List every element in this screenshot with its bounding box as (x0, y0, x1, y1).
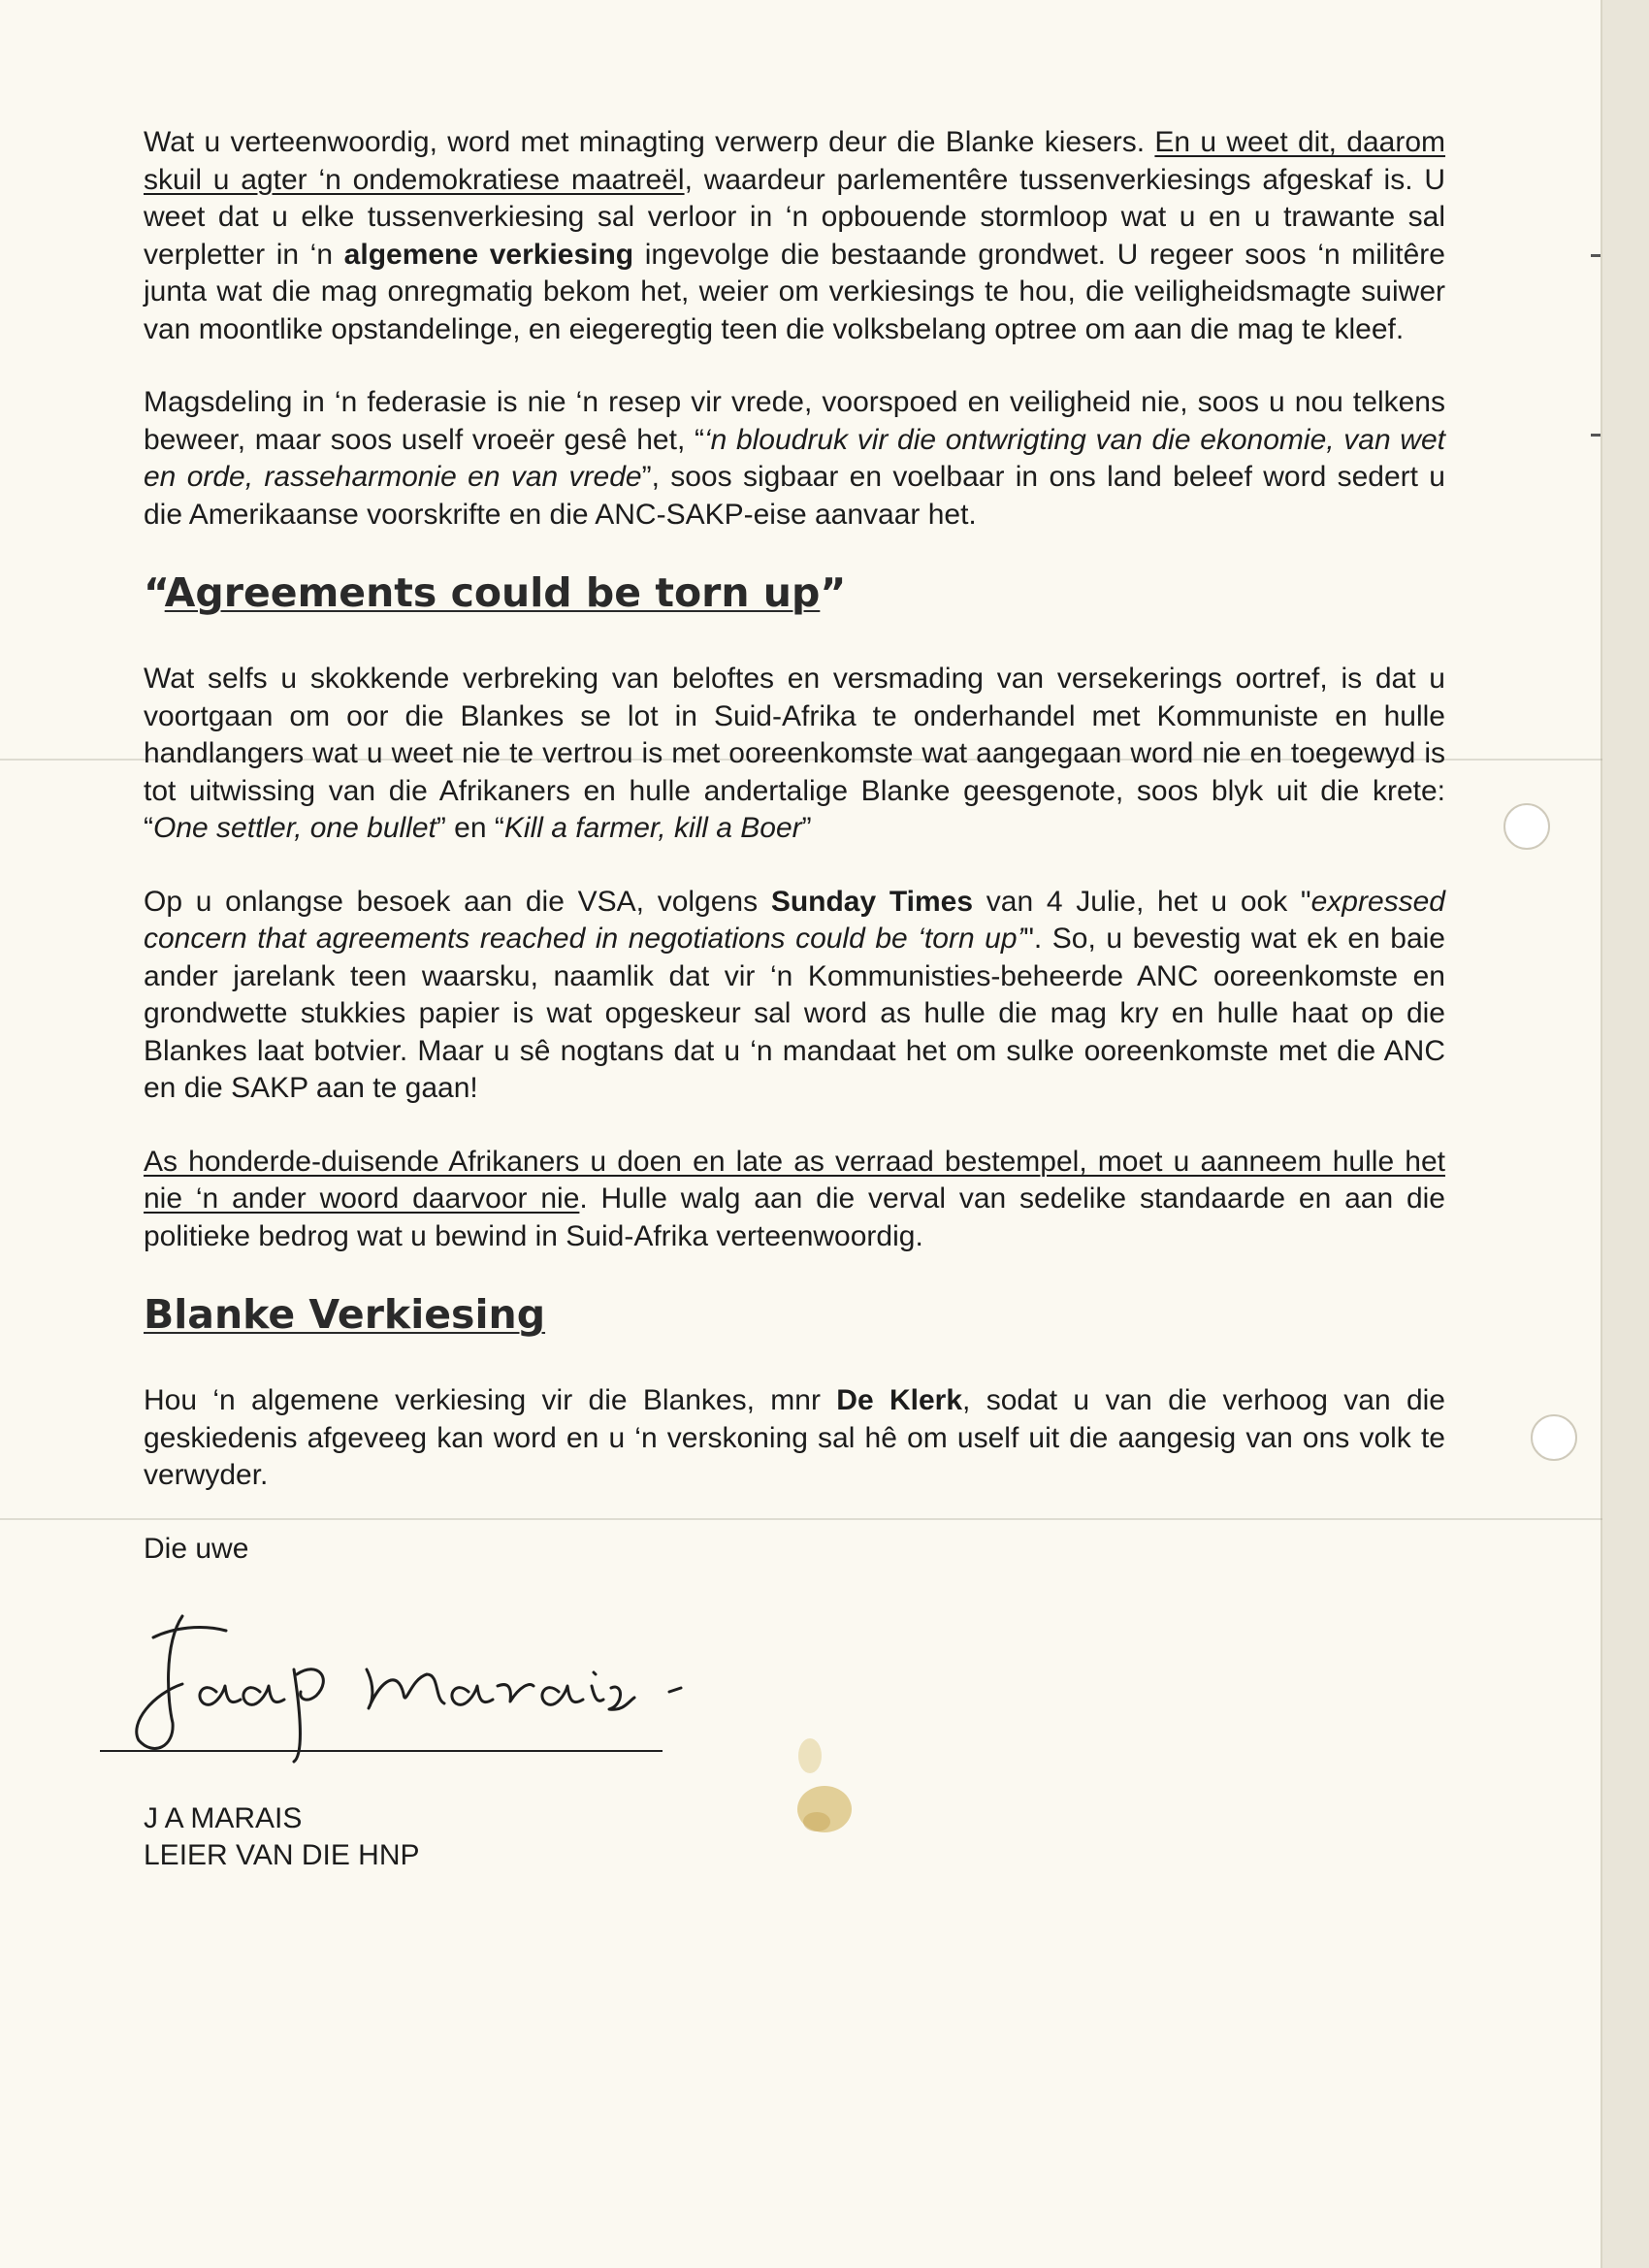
paragraph-1: Wat u verteenwoordig, word met minagting verwerp deur die Blanke kiesers. En u weet dit, daarom skuil u agter ‘n ondemokratiese maatreël, waardeur parlementêre tussenverkiesings afgeskaf is. U weet dat u elke tussenverkiesing sal verloor in ‘n opbouende stormloop wat u en u trawante sal verpletter in ‘n algemene verkiesing ingevolge die bestaande grondwet. U regeer soos ‘n militêre junta wat die mag onregmatig bekom het, weier om verkiesings te hou, die veiligheidsmagte suiwer van moontlike opstandelinge, en eiegeregtig teen die volksbelang optree om aan die mag te kleef. (144, 126, 1446, 345)
signer-name: J A MARAIS (144, 1802, 303, 1834)
letter-body (144, 124, 1445, 1874)
paper-stain (757, 1717, 873, 1853)
signer-title: LEIER VAN DIE HNP (144, 1839, 420, 1871)
punch-hole (1531, 1414, 1577, 1461)
paragraph-6: Hou ‘n algemene verkiesing vir die Blankes, mnr De Klerk, sodat u van die verhoog van die geskiedenis afgeveeg kan word en u ‘n verskoning sal hê om uself uit die aangesig van ons volk te verwyder. (144, 1384, 1445, 1491)
edge-mark (1591, 434, 1600, 437)
handwritten-signature (95, 1577, 755, 1771)
scan-margin (1602, 0, 1649, 2268)
edge-mark (1591, 254, 1600, 257)
paragraph-2: Magsdeling in ‘n federasie is nie ‘n resep vir vrede, voorspoed en veiligheid nie, soos u nou telkens beweer, maar soos uself vroeër gesê het, “‘n bloudruk vir die ontwrigting van die ekonomie, van wet en orde, rasseharmonie en van vrede”, soos sigbaar en voelbaar in ons land beleef word sedert u die Amerikaanse voorskrifte en die ANC-SAKP-eise aanvaar het. (144, 386, 1445, 531)
paragraph-4: Op u onlangse besoek aan die VSA, volgens Sunday Times van 4 Julie, het u ook "expressed concern that agreements reached in negotiations could be ‘torn up’". So, u bevestig wat ek en baie ander jarelank teen waarsku, naamlik dat vir ‘n Kommunisties-beheerde ANC ooreenkomste en grondwette stukkies papier is wat opgeskeur sal word as hulle die mag kry en hulle haat op die Blankes laat botvier. Maar u sê nogtans dat u ‘n mandaat het om sulke ooreenkomste met die ANC en die SAKP aan te gaan! (144, 885, 1445, 1104)
italic-quote: ‘n bloudruk vir die ontwrigting van die ekonomie, van wet en orde, rasseharmonie en van vrede (144, 423, 1445, 493)
section-heading-agreements: “Agreements could be torn up” (144, 569, 847, 616)
underlined-text: En u weet dit, daarom skuil u agter ‘n ondemokratiese maatreël (144, 126, 1446, 196)
bold-text: algemene verkiesing (343, 238, 634, 271)
section-heading-blanke-verkiesing: Blanke Verkiesing (144, 1291, 546, 1338)
closing-salutation: Die uwe (144, 1532, 249, 1565)
paragraph-5: As honderde-duisende Afrikaners u doen en late as verraad bestempel, moet u aanneem hulle het nie ‘n ander woord daarvoor nie. Hulle walg aan die verval van sedelike standaarde en aan die politieke bedrog wat u bewind in Suid-Afrika verteenwoordig. (144, 1145, 1445, 1252)
paragraph-3: Wat selfs u skokkende verbreking van beloftes en versmading van versekerings oortref, is dat u voortgaan om oor die Blankes se lot in Suid-Afrika te onderhandel met Kommuniste en hulle handlangers wat u weet nie te vertrou is met ooreenkomste wat aangegaan word nie en toegewyd is tot uitwissing van die Afrikaners en hulle andertalige Blanke geesgenote, soos blyk uit die krete: “One settler, one bullet” en “Kill a farmer, kill a Boer” (144, 663, 1445, 844)
punch-hole (1504, 803, 1550, 850)
signature-line (100, 1750, 663, 1752)
